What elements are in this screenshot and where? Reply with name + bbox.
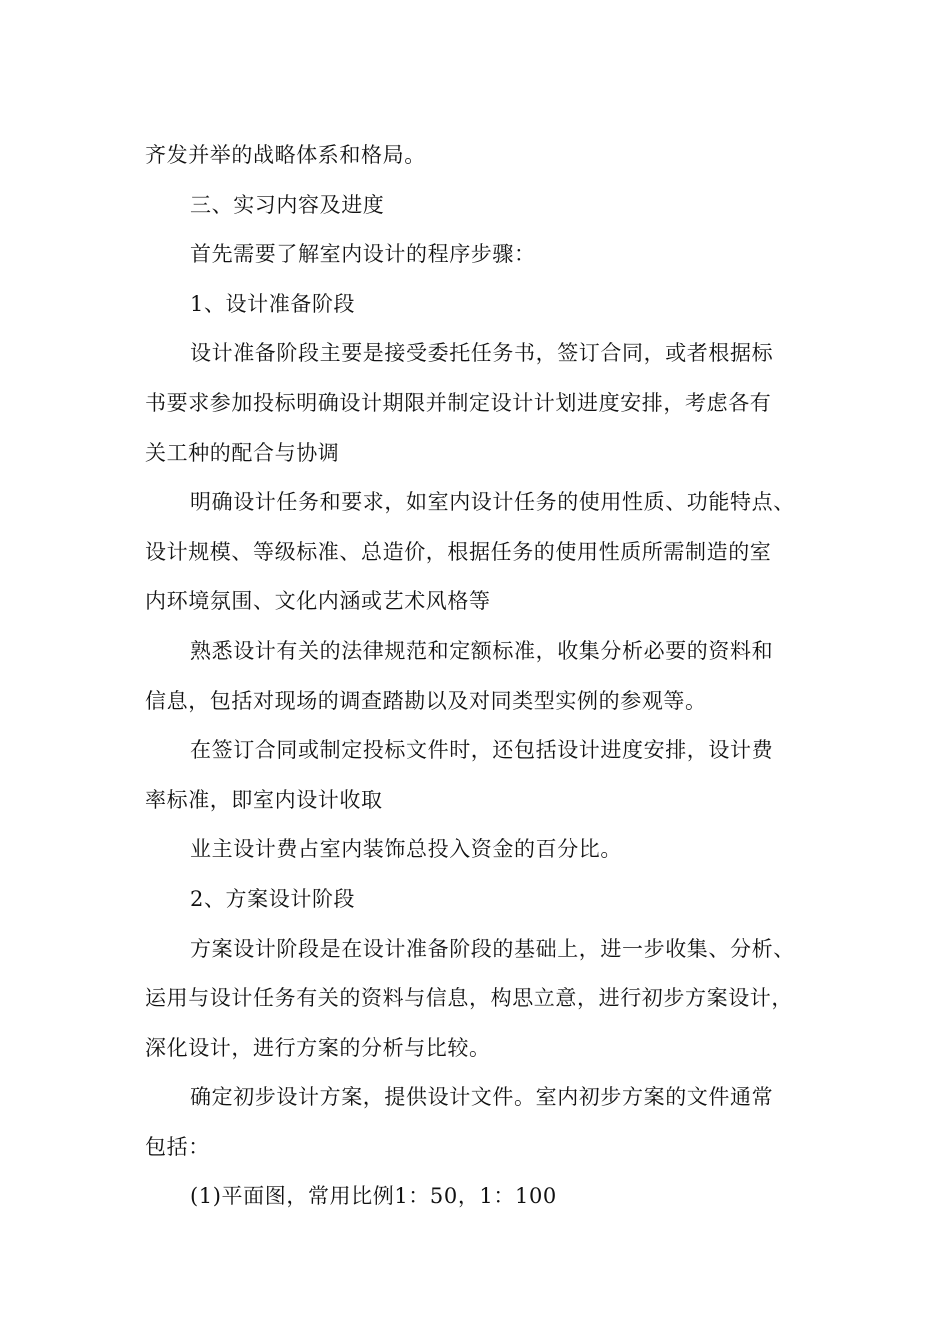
subsection-heading: 2、方案设计阶段 <box>190 886 356 911</box>
text-line: 信息，包括对现场的调查踏勘以及对同类型实例的参观等。 <box>145 688 707 713</box>
text-line: 内环境氛围、文化内涵或艺术风格等 <box>145 589 491 614</box>
text-line: 熟悉设计有关的法律规范和定额标准，收集分析必要的资料和 <box>190 638 774 663</box>
text-line: 关工种的配合与协调 <box>145 440 340 465</box>
text-line: 齐发并举的战略体系和格局。 <box>145 143 426 167</box>
text-line: 设计准备阶段主要是接受委托任务书，签订合同，或者根据标 <box>190 341 774 366</box>
section-heading: 三、实习内容及进度 <box>190 192 385 217</box>
text-line: 方案设计阶段是在设计准备阶段的基础上，进一步收集、分析、 <box>190 936 795 961</box>
list-item: (1)平面图，常用比例1：50，1：100 <box>190 1184 557 1209</box>
text-line: 率标准，即室内设计收取 <box>145 787 383 812</box>
text-line: 设计规模、等级标准、总造价，根据任务的使用性质所需制造的室 <box>145 539 772 564</box>
subsection-heading: 1、设计准备阶段 <box>190 291 356 316</box>
text-line: 首先需要了解室内设计的程序步骤： <box>190 242 536 267</box>
text-line: 在签订合同或制定投标文件时，还包括设计进度安排，设计费 <box>190 738 774 763</box>
text-line: 深化设计，进行方案的分析与比较。 <box>145 1035 491 1060</box>
text-line: 确定初步设计方案，提供设计文件。室内初步方案的文件通常 <box>190 1085 774 1110</box>
document-body <box>145 131 825 1222</box>
text-line: 业主设计费占室内装饰总投入资金的百分比。 <box>190 837 622 862</box>
text-line: 明确设计任务和要求，如室内设计任务的使用性质、功能特点、 <box>190 490 795 515</box>
text-line: 包括： <box>145 1134 210 1159</box>
text-line: 运用与设计任务有关的资料与信息，构思立意，进行初步方案设计， <box>145 986 793 1011</box>
text-line: 书要求参加投标明确设计期限并制定设计计划进度安排，考虑各有 <box>145 390 772 415</box>
